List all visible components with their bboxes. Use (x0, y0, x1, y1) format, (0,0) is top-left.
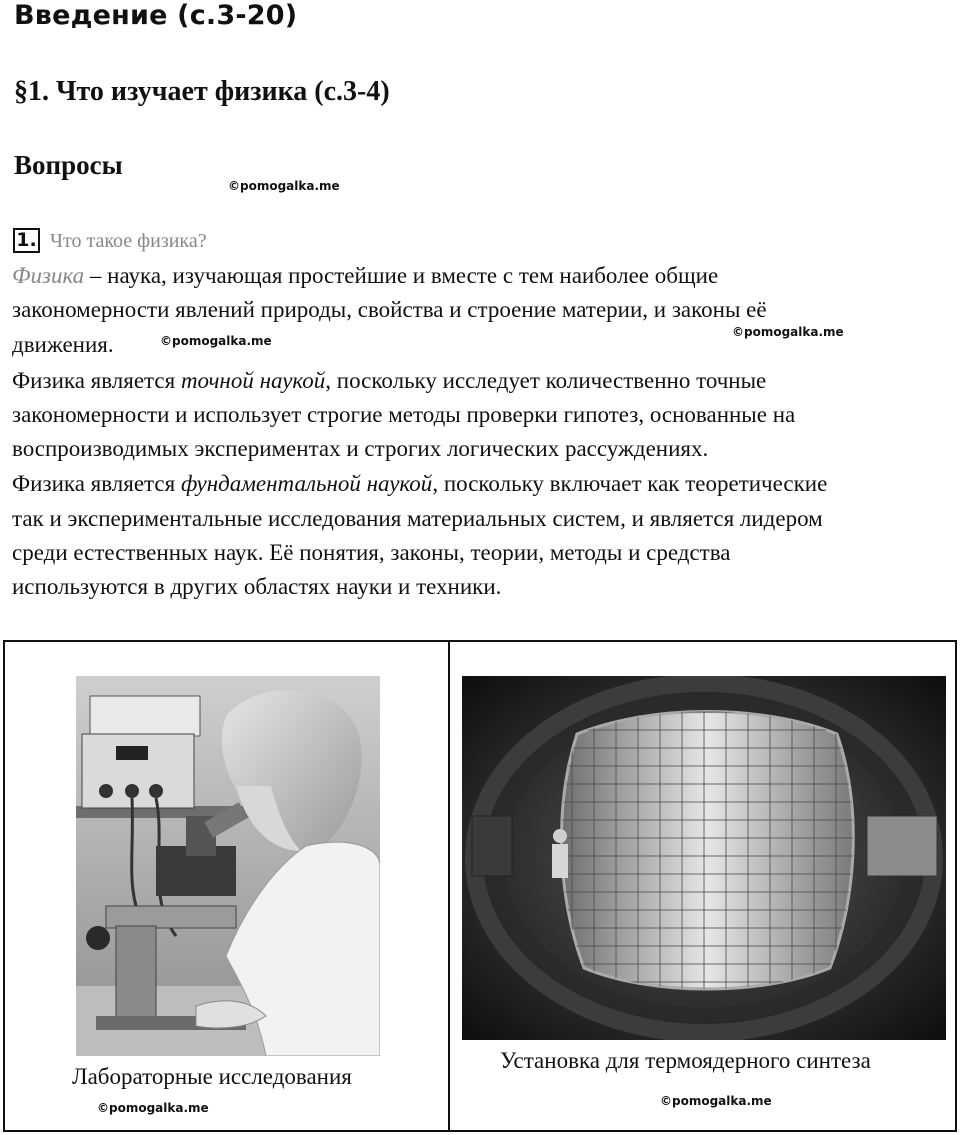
answer-text: – наука, изучающая простейшие и вместе с тем наиболее общие (84, 263, 719, 288)
answer-line: воспроизводимых экспериментах и строгих логических рассуждениях. (12, 436, 709, 461)
answer-text: Физика является (12, 368, 181, 393)
answer-line: так и экспериментальные исследования материальных систем, и является лидером (12, 506, 823, 531)
answer-line: закономерности и использует строгие методы проверки гипотез, основанные на (12, 402, 796, 427)
watermark: ©pomogalka.me (228, 179, 340, 193)
watermark: ©pomogalka.me (732, 325, 844, 339)
term-physics: Физика (12, 263, 85, 288)
answer-line: среди естественных наук. Её понятия, законы, теории, методы и средства (12, 540, 731, 565)
lab-photo (76, 676, 380, 1056)
answer-text: , поскольку включает как теоретические (432, 471, 828, 496)
fusion-reactor-photo (462, 676, 946, 1040)
question-number: 1. (13, 228, 40, 253)
emphasis-exact-science: точной наукой (180, 368, 326, 393)
watermark: ©pomogalka.me (97, 1101, 209, 1115)
table-divider (448, 640, 450, 1132)
question-text: Что такое физика? (50, 230, 207, 252)
answer-line (12, 367, 766, 395)
section-title: §1. Что изучает физика (с.3-4) (14, 76, 390, 107)
answer-line: закономерности явлений природы, свойства и строение материи, и законы её (12, 297, 767, 322)
watermark: ©pomogalka.me (660, 1094, 772, 1108)
answer-line: движения. (12, 332, 114, 357)
chapter-title: Введение (с.3-20) (14, 0, 298, 31)
emphasis-fundamental-science: фундаментальной наукой (180, 471, 433, 496)
answer-text: Физика является (12, 471, 181, 496)
answer-line (12, 262, 718, 290)
answer-text: , поскольку исследует количественно точные (325, 368, 767, 393)
questions-heading: Вопросы (14, 150, 123, 180)
caption-lab-research: Лабораторные исследования (72, 1064, 352, 1089)
answer-line: используются в других областях науки и техники. (12, 574, 502, 599)
answer-line (12, 470, 827, 498)
caption-fusion-setup: Установка для термоядерного синтеза (500, 1048, 871, 1073)
watermark: ©pomogalka.me (160, 334, 272, 348)
